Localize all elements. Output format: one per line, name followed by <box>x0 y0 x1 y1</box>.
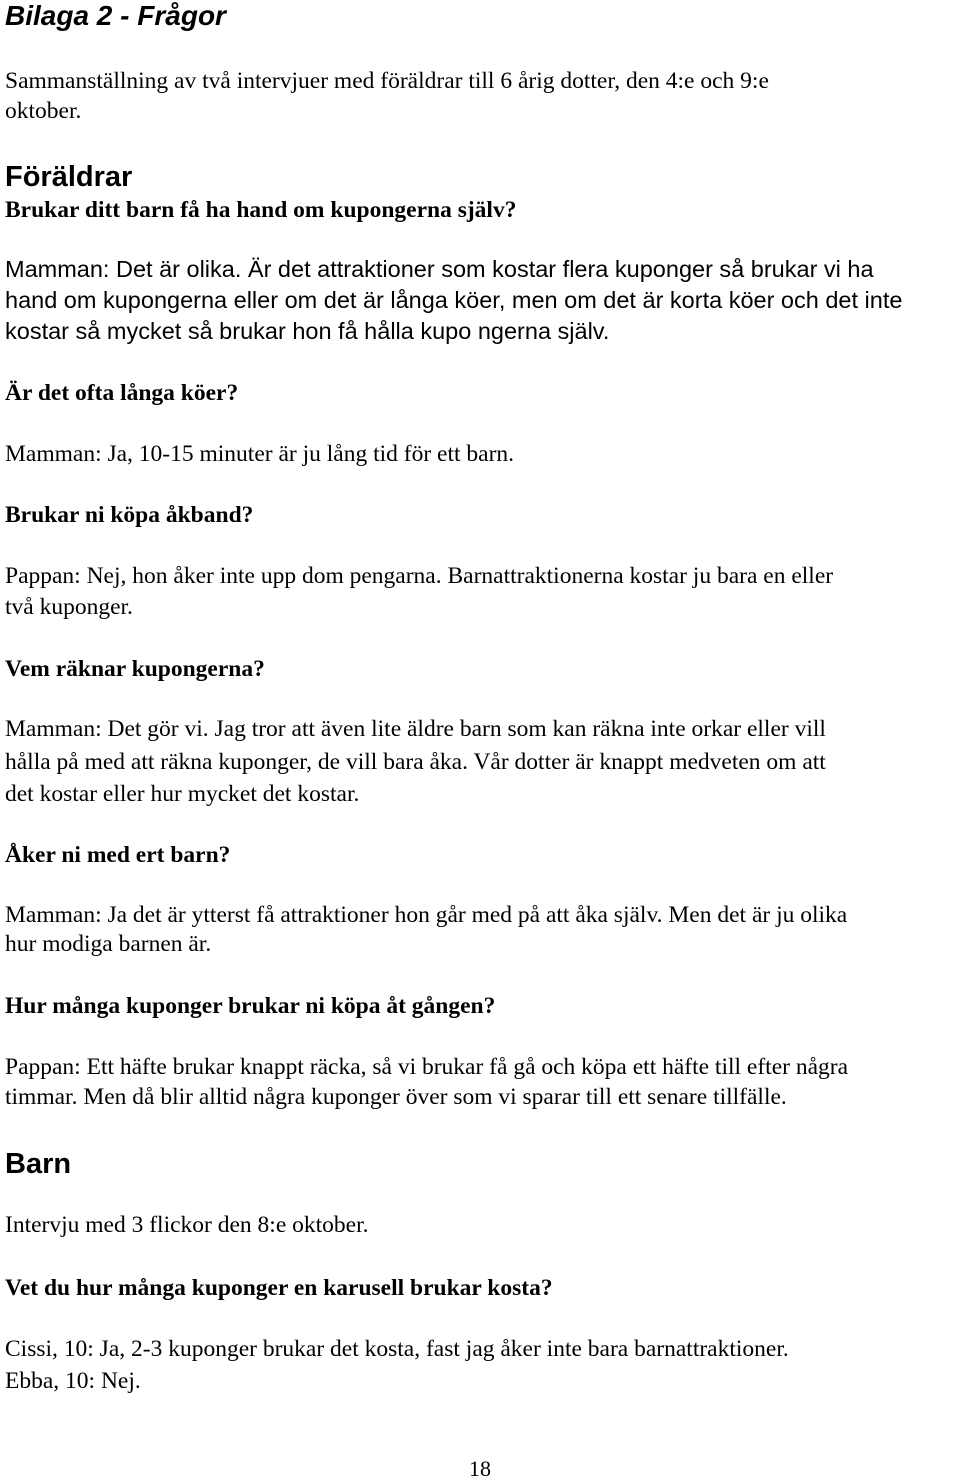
question-6: Hur många kuponger brukar ni köpa åt gången? <box>5 993 496 1019</box>
answer-2: Mamman: Ja, 10-15 minuter är ju lång tid för ett barn. <box>5 441 515 467</box>
answer-3-line-2: två kuponger. <box>5 594 133 620</box>
page-title: Bilaga 2 - Frågor <box>5 0 226 31</box>
answer-1-line-1: Mamman: Det är olika. Är det attraktioner som kostar flera kuponger så brukar vi ha <box>5 256 874 282</box>
question-3: Brukar ni köpa åkband? <box>5 502 254 528</box>
question-5: Åker ni med ert barn? <box>5 842 231 868</box>
page-number: 18 <box>469 1456 491 1481</box>
answer-1-line-3: kostar så mycket så brukar hon få hålla kupo ngerna själv. <box>5 318 610 344</box>
answer-5-line-1: Mamman: Ja det är ytterst få attraktioner hon går med på att åka själv. Men det är ju olika <box>5 902 848 928</box>
answer-6-line-1: Pappan: Ett häfte brukar knappt räcka, så vi brukar få gå och köpa ett häfte till efter några <box>5 1054 849 1080</box>
children-answer-1-line-2: Ebba, 10: Nej. <box>5 1368 141 1394</box>
section-heading-parents: Föräldrar <box>5 161 133 193</box>
question-4: Vem räknar kupongerna? <box>5 656 265 682</box>
answer-1-line-2: hand om kupongerna eller om det är långa köer, men om det är korta köer och det inte <box>5 287 903 313</box>
children-question-1: Vet du hur många kuponger en karusell brukar kosta? <box>5 1275 553 1301</box>
children-answer-1-line-1: Cissi, 10: Ja, 2-3 kuponger brukar det kosta, fast jag åker inte bara barnattraktioner. <box>5 1336 789 1362</box>
answer-4-line-1: Mamman: Det gör vi. Jag tror att även lite äldre barn som kan räkna inte orkar eller vill <box>5 716 826 742</box>
question-1: Brukar ditt barn få ha hand om kupongerna själv? <box>5 197 517 223</box>
answer-5-line-2: hur modiga barnen är. <box>5 931 212 957</box>
answer-4-line-3: det kostar eller hur mycket det kostar. <box>5 781 360 807</box>
section-heading-children: Barn <box>5 1148 72 1180</box>
children-intro: Intervju med 3 flickor den 8:e oktober. <box>5 1212 369 1238</box>
intro-line-2: oktober. <box>5 98 82 124</box>
answer-6-line-2: timmar. Men då blir alltid några kuponger över som vi sparar till ett senare tillfälle. <box>5 1084 787 1110</box>
answer-4-line-2: hålla på med att räkna kuponger, de vill bara åka. Vår dotter är knappt medveten om att <box>5 749 826 775</box>
question-2: Är det ofta långa köer? <box>5 380 239 406</box>
intro-line-1: Sammanställning av två intervjuer med föräldrar till 6 årig dotter, den 4:e och 9:e <box>5 68 769 94</box>
answer-3-line-1: Pappan: Nej, hon åker inte upp dom pengarna. Barnattraktionerna kostar ju bara en eller <box>5 563 834 589</box>
